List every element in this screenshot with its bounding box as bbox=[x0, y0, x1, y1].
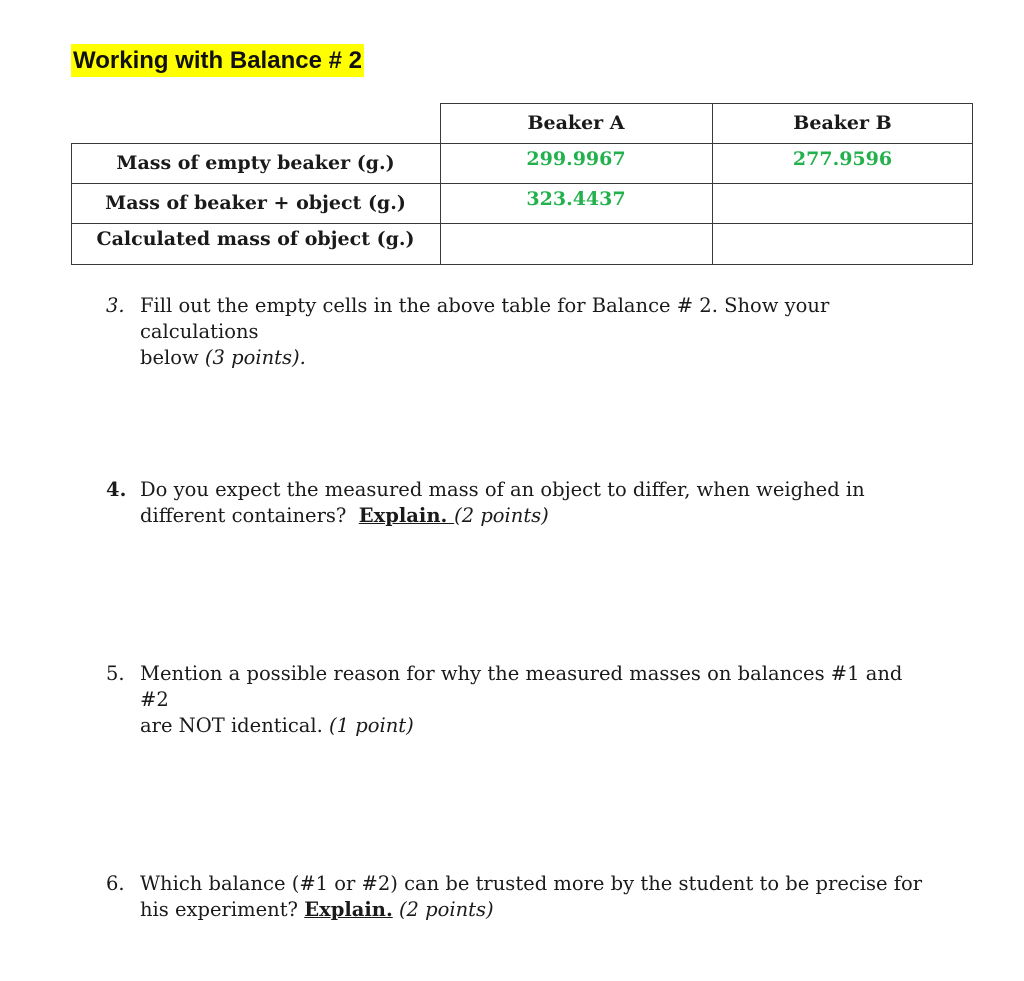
explain-label: Explain. bbox=[358, 504, 455, 527]
question-number: 6. bbox=[106, 872, 125, 895]
question-line-prefix: his experiment? bbox=[140, 898, 305, 921]
header-beaker-b: Beaker B bbox=[793, 112, 892, 134]
question-text bbox=[140, 293, 930, 371]
question-points: (3 points). bbox=[204, 346, 306, 369]
row-label-calculated-mass: Calculated mass of object (g.) bbox=[96, 228, 415, 250]
question-line-prefix: different containers? bbox=[140, 504, 359, 527]
worksheet-title: Working with Balance # 2 bbox=[71, 44, 364, 77]
cell-beaker-plus-object-a: 323.4437 bbox=[526, 188, 626, 210]
row-label-empty-beaker: Mass of empty beaker (g.) bbox=[116, 152, 395, 174]
question-line: Do you expect the measured mass of an object to differ, when weighed in bbox=[140, 478, 865, 501]
question-line bbox=[140, 713, 930, 739]
question-line bbox=[140, 897, 930, 923]
cell-empty-beaker-b: 277.9596 bbox=[792, 148, 893, 170]
question-points: (2 points) bbox=[454, 504, 549, 527]
explain-label: Explain. bbox=[304, 898, 393, 921]
question-text bbox=[140, 661, 930, 739]
question-line bbox=[140, 345, 930, 371]
question-line: Which balance (#1 or #2) can be trusted more by the student to be precise for bbox=[140, 872, 923, 895]
question-line bbox=[140, 503, 930, 529]
question-points: (1 point) bbox=[329, 714, 414, 737]
question-text bbox=[140, 871, 930, 923]
question-line-prefix: below bbox=[140, 346, 205, 369]
question-line: Fill out the empty cells in the above table for Balance # 2. Show your calculations bbox=[140, 294, 830, 343]
cell-calculated-mass-a bbox=[440, 223, 712, 255]
table-border bbox=[71, 264, 973, 265]
question-points: (2 points) bbox=[392, 898, 494, 921]
row-label-beaker-plus-object: Mass of beaker + object (g.) bbox=[105, 192, 406, 214]
header-beaker-a: Beaker A bbox=[527, 112, 625, 134]
question-line: Mention a possible reason for why the measured masses on balances #1 and #2 bbox=[140, 662, 903, 711]
question-number: 4. bbox=[106, 478, 127, 501]
question-text bbox=[140, 477, 930, 529]
cell-beaker-plus-object-b bbox=[712, 183, 973, 215]
cell-calculated-mass-b bbox=[712, 223, 973, 255]
question-line-prefix: are NOT identical. bbox=[140, 714, 330, 737]
cell-empty-beaker-a: 299.9967 bbox=[526, 148, 626, 170]
question-number: 3. bbox=[106, 294, 125, 317]
question-number: 5. bbox=[106, 662, 125, 685]
